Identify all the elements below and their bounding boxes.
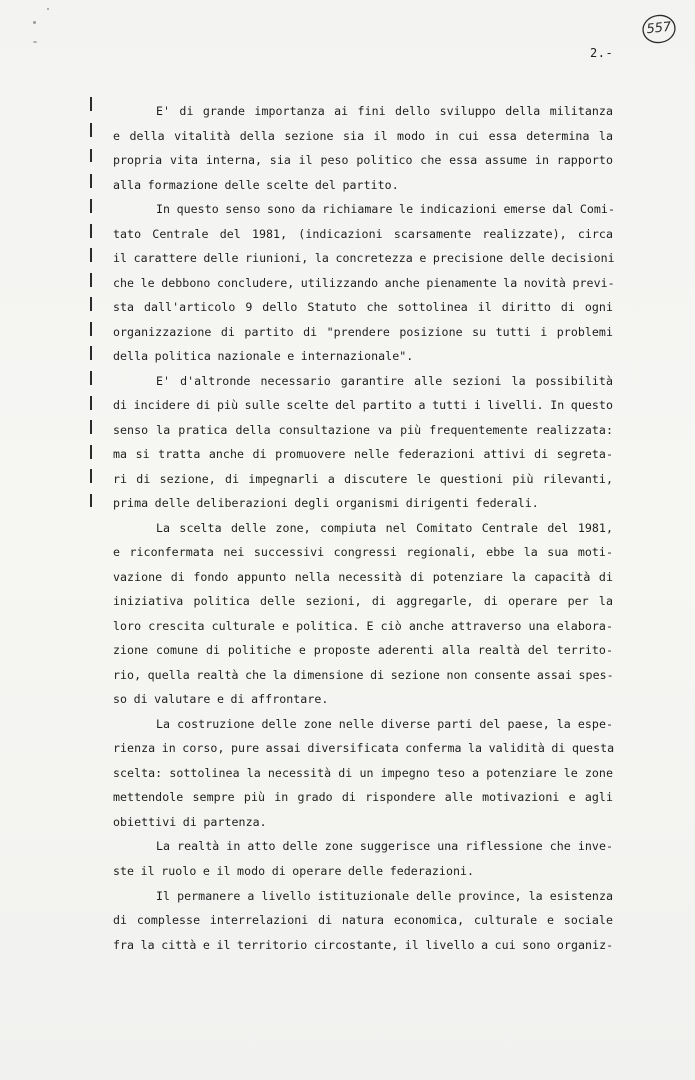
text-line: obiettivi di partenza. bbox=[113, 814, 267, 829]
text-line: ste il ruolo e il modo di operare delle federazioni. bbox=[113, 863, 475, 878]
text-line: fra la città e il territorio circostante, il livello a cui sono organiz- bbox=[113, 937, 614, 952]
text-line: propria vita interna, sia il peso politico che essa assume in rapporto bbox=[113, 153, 613, 168]
revision-bar bbox=[90, 297, 92, 311]
text-line: Il permanere a livello istituzionale delle province, la esistenza bbox=[156, 888, 613, 903]
text-line: prima delle deliberazioni degli organismi dirigenti federali. bbox=[113, 496, 539, 511]
text-line: ri di sezione, di impegnarli a discutere le questioni più rilevanti, bbox=[113, 471, 613, 486]
text-line: iniziativa politica delle sezioni, di aggregarle, di operare per la bbox=[113, 594, 613, 609]
revision-bar bbox=[90, 322, 92, 336]
text-line: organizzazione di partito di "prendere posizione su tutti i problemi bbox=[113, 324, 613, 339]
text-line: tato Centrale del 1981, (indicazioni scarsamente realizzate), circa bbox=[113, 226, 613, 241]
text-line: sta dall'articolo 9 dello Statuto che sottolinea il diritto di ogni bbox=[113, 300, 613, 315]
text-line: La scelta delle zone, compiuta nel Comitato Centrale del 1981, bbox=[156, 520, 613, 535]
text-line: La costruzione delle zone nelle diverse parti del paese, la espe- bbox=[156, 716, 613, 731]
text-line: La realtà in atto delle zone suggerisce una riflessione che inve- bbox=[156, 839, 613, 854]
text-line: di incidere di più sulle scelte del partito a tutti i livelli. In questo bbox=[113, 398, 613, 413]
revision-bar bbox=[90, 199, 92, 213]
text-line: che le debbono concludere, utilizzando anche pienamente la novità previ- bbox=[113, 275, 615, 290]
text-line: senso la pratica della consultazione va più frequentemente realizzata: bbox=[113, 422, 613, 437]
text-line: In questo senso sono da richiamare le indicazioni emerse dal Comi- bbox=[156, 202, 615, 217]
paper-speck bbox=[47, 8, 49, 10]
text-line: e della vitalità della sezione sia il modo in cui essa determina la bbox=[113, 128, 613, 143]
revision-bar bbox=[90, 396, 92, 410]
archive-number-stamp bbox=[641, 13, 677, 45]
revision-bar bbox=[90, 97, 92, 111]
revision-bar bbox=[90, 174, 92, 188]
stamp-number: 557 bbox=[645, 19, 673, 38]
text-line: mettendole sempre più in grado di rispondere alle motivazioni e agli bbox=[113, 790, 613, 805]
text-line: della politica nazionale e internazionale". bbox=[113, 349, 414, 364]
paper-speck bbox=[33, 41, 37, 43]
revision-bar bbox=[90, 224, 92, 238]
text-line: vazione di fondo appunto nella necessità di potenziare la capacità di bbox=[113, 569, 613, 584]
page-number: 2.- bbox=[590, 46, 614, 60]
revision-bar bbox=[90, 371, 92, 385]
revision-bar bbox=[90, 445, 92, 459]
revision-bar bbox=[90, 494, 92, 507]
revision-bar bbox=[90, 469, 92, 483]
revision-bar bbox=[90, 346, 92, 360]
text-line: il carattere delle riunioni, la concretezza e precisione delle decisioni bbox=[113, 251, 615, 266]
text-line: E' d'altronde necessario garantire alle sezioni la possibilità bbox=[156, 373, 613, 388]
revision-bar bbox=[90, 149, 92, 162]
text-line: E' di grande importanza ai fini dello sviluppo della militanza bbox=[156, 104, 613, 118]
paper-speck bbox=[33, 21, 36, 24]
text-line: scelta: sottolinea la necessità di un impegno teso a potenziare le zone bbox=[113, 765, 613, 780]
text-line: rio, quella realtà che la dimensione di sezione non consente assai spes- bbox=[113, 667, 614, 682]
text-line: ma si tratta anche di promuovere nelle federazioni attivi di segreta- bbox=[113, 447, 613, 462]
body-text bbox=[113, 99, 613, 957]
text-line: e riconfermata nei successivi congressi regionali, ebbe la sua moti- bbox=[113, 545, 613, 560]
text-line: di complesse interrelazioni di natura economica, culturale e sociale bbox=[113, 913, 613, 928]
text-line: so di valutare e di affrontare. bbox=[113, 692, 329, 707]
text-line: alla formazione delle scelte del partito. bbox=[113, 177, 399, 192]
text-line: rienza in corso, pure assai diversificata conferma la validità di questa bbox=[113, 741, 615, 756]
text-line: zione comune di politiche e proposte aderenti alla realtà del territo- bbox=[113, 643, 613, 658]
revision-bar bbox=[90, 420, 92, 434]
revision-bar bbox=[90, 273, 92, 287]
text-line: loro crescita culturale e politica. E ciò anche attraverso una elabora- bbox=[113, 618, 613, 633]
revision-bar bbox=[90, 123, 92, 137]
revision-bar bbox=[90, 248, 92, 262]
